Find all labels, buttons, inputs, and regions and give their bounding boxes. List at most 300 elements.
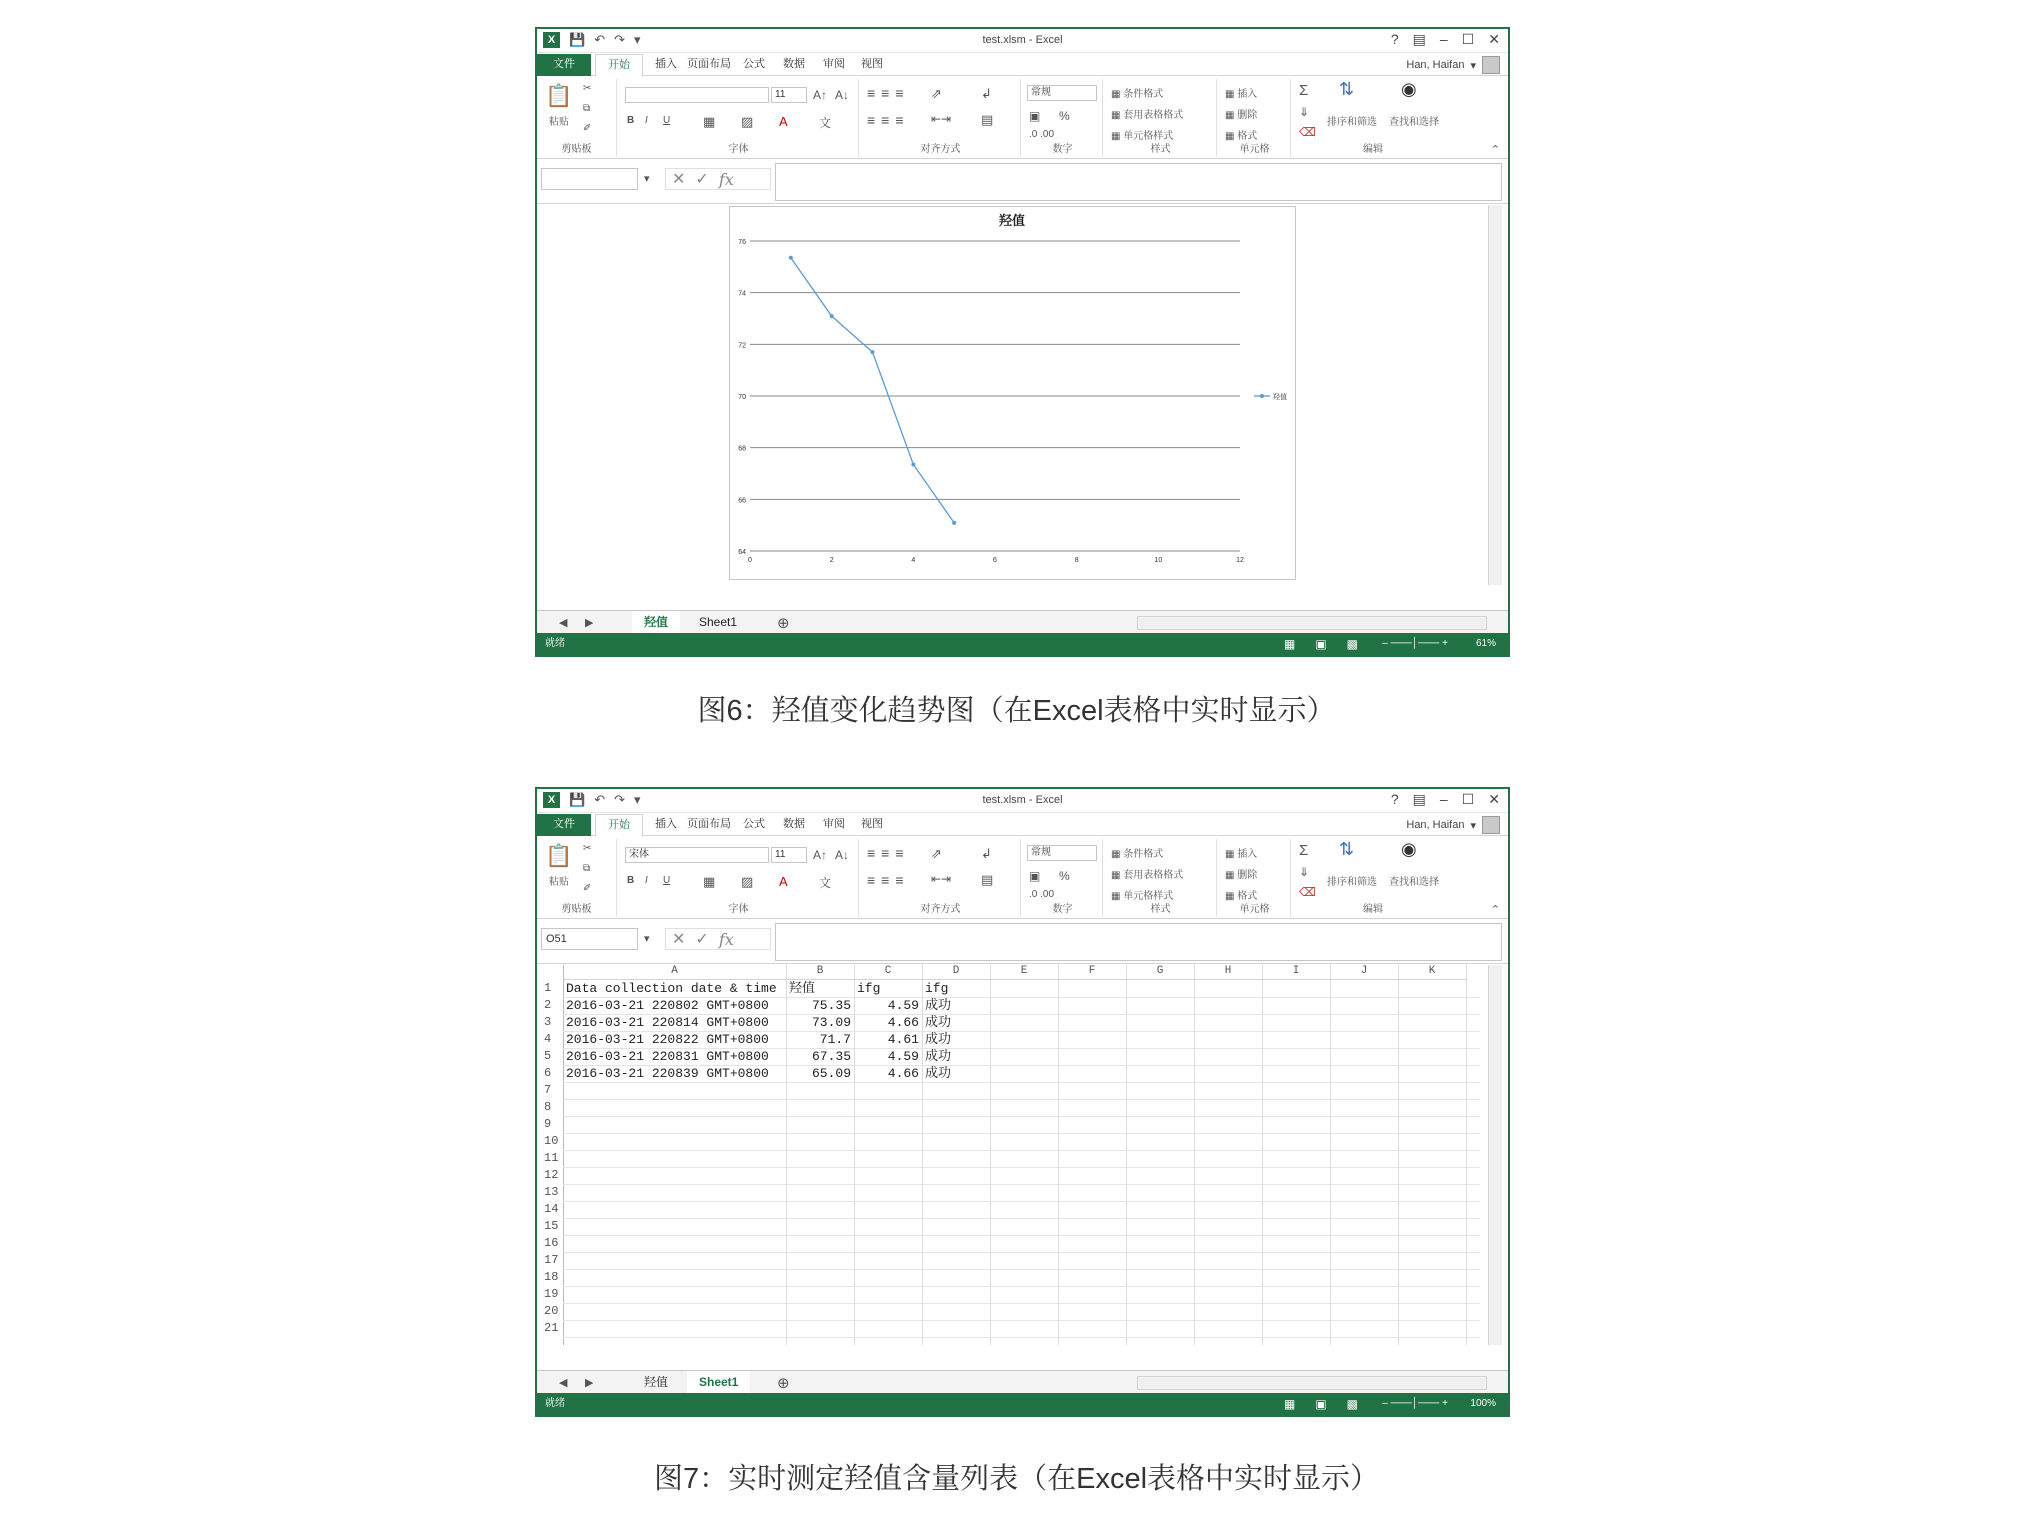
ribbon-tab-3[interactable]: 页面布局 — [687, 818, 731, 830]
ribbon-tab-5[interactable]: 数据 — [783, 58, 805, 70]
cell[interactable]: 成功 — [925, 1015, 952, 1030]
undo-icon[interactable]: ↶ — [594, 792, 606, 807]
enter-icon[interactable]: ✓ — [695, 931, 709, 948]
collapse-ribbon-icon[interactable]: ⌃ — [1490, 904, 1500, 916]
row-divider — [563, 1320, 1480, 1321]
help-button[interactable]: ? — [1390, 791, 1399, 807]
row-header[interactable]: 9 — [544, 1117, 552, 1131]
sheet-tabs-bar — [537, 1370, 1508, 1395]
conditional-format-icon: ▦ — [1111, 89, 1124, 100]
insert-button[interactable] — [1225, 85, 1257, 100]
column-header[interactable]: E — [990, 965, 1058, 980]
row-header[interactable]: 14 — [544, 1202, 559, 1216]
page-layout-view-icon[interactable]: ▣ — [1315, 637, 1327, 651]
row-divider — [563, 1252, 1480, 1253]
percent-button[interactable]: % — [1059, 109, 1070, 123]
editing-label: 编辑 — [1363, 144, 1383, 155]
insert-button[interactable] — [1225, 845, 1257, 860]
row-header-divider — [563, 965, 564, 1345]
column-divider — [922, 965, 923, 1345]
cell[interactable]: 成功 — [925, 1032, 952, 1047]
row-divider — [563, 1337, 1480, 1338]
data-point-2 — [871, 350, 875, 354]
percent-button[interactable]: % — [1059, 869, 1070, 883]
row-header[interactable]: 6 — [544, 1066, 552, 1080]
ribbon — [537, 77, 1508, 159]
column-divider — [1058, 965, 1059, 1345]
redo-icon[interactable]: ↷ — [614, 32, 625, 47]
font-name-combo[interactable]: 宋体 — [625, 847, 769, 863]
row-header[interactable]: 10 — [544, 1134, 559, 1148]
autosum-button[interactable]: Σ — [1299, 82, 1309, 99]
format-label: 格式 — [1237, 131, 1258, 142]
cell-style-icon: ▦ — [1111, 891, 1124, 902]
title-bar — [537, 789, 1508, 813]
copy-icon[interactable]: ⧉ — [583, 863, 591, 874]
fill-color-icon[interactable]: ▨ — [741, 114, 754, 129]
font-size-combo[interactable]: 11 — [771, 847, 807, 863]
new-sheet-icon[interactable]: ⊕ — [777, 1375, 790, 1392]
row-header[interactable]: 20 — [544, 1304, 559, 1318]
clipboard-label: 剪贴板 — [561, 904, 592, 915]
format-painter-icon[interactable]: ✐ — [583, 123, 592, 134]
cell[interactable]: 2016-03-21 220839 GMT+0800 — [566, 1066, 769, 1081]
row-header[interactable]: 1 — [544, 981, 552, 995]
cell[interactable]: Data collection date & time — [566, 981, 777, 996]
figure-caption-6: 图6：羟值变化趋势图（在Excel表格中实时显示） — [697, 695, 1336, 727]
normal-view-icon[interactable]: ▦ — [1283, 1397, 1296, 1411]
borders-icon[interactable]: ▦ — [703, 874, 716, 889]
account[interactable] — [1406, 56, 1500, 74]
conditional-format-icon: ▦ — [1111, 849, 1124, 860]
y-tick-label-5: 74 — [738, 290, 746, 298]
row-divider — [563, 1167, 1480, 1168]
page-layout-view-icon[interactable]: ▣ — [1315, 1397, 1327, 1411]
horizontal-align-icons[interactable]: ≡≡≡ — [867, 112, 910, 128]
increase-font-icon[interactable]: A↑ — [813, 848, 828, 862]
x-tick-label-6: 12 — [1236, 557, 1244, 564]
window-title: test.xlsm - Excel — [982, 794, 1063, 806]
cell[interactable]: ifg — [857, 981, 881, 996]
font-name-combo[interactable] — [625, 87, 769, 103]
figure-caption-7: 图7：实时测定羟值含量列表（在Excel表格中实时显示） — [653, 1463, 1380, 1495]
font-group — [619, 839, 859, 917]
format-icon: ▦ — [1225, 131, 1238, 142]
name-box-dropdown-icon[interactable]: ▾ — [644, 173, 650, 185]
wrap-text-icon[interactable]: ↲ — [981, 846, 992, 861]
sheet-nav-prev-icon[interactable]: ◀ — [559, 1377, 568, 1389]
sheet-area — [537, 965, 1508, 1349]
insert-function-button[interactable]: fx — [718, 929, 734, 949]
status-bar — [537, 1393, 1508, 1415]
table-format-button[interactable] — [1111, 866, 1183, 881]
cell[interactable]: 4.66 — [887, 1015, 919, 1030]
alignment-label: 对齐方式 — [920, 904, 961, 915]
user-name: Han, Haifan — [1406, 819, 1465, 831]
cell[interactable]: 2016-03-21 220822 GMT+0800 — [566, 1032, 769, 1047]
horizontal-align-icons[interactable]: ≡≡≡ — [867, 872, 910, 888]
editing-group — [1293, 79, 1453, 157]
cell-style-label: 单元格样式 — [1123, 891, 1174, 902]
minimize-icon[interactable]: – — [1439, 791, 1448, 807]
page-break-view-icon[interactable]: ▩ — [1346, 637, 1358, 651]
orientation-icon[interactable]: ⇗ — [931, 86, 942, 101]
page-break-view-icon[interactable]: ▩ — [1346, 1397, 1358, 1411]
table-format-label: 套用表格格式 — [1123, 110, 1184, 121]
column-divider — [1194, 965, 1195, 1345]
row-header[interactable]: 19 — [544, 1287, 559, 1301]
row-header[interactable]: 12 — [544, 1168, 559, 1182]
redo-icon[interactable]: ↷ — [614, 792, 625, 807]
decrease-font-icon[interactable]: A↓ — [835, 848, 850, 862]
cell[interactable]: 75.35 — [811, 998, 851, 1013]
sheet-nav-next-icon[interactable]: ▶ — [585, 1377, 594, 1389]
insert-label: 插入 — [1237, 89, 1258, 100]
cell[interactable]: 2016-03-21 220814 GMT+0800 — [566, 1015, 769, 1030]
vertical-align-icons[interactable]: ≡≡≡ — [867, 845, 910, 861]
alignment-label: 对齐方式 — [920, 144, 961, 155]
row-header[interactable]: 4 — [544, 1032, 552, 1046]
vertical-scrollbar[interactable] — [1488, 205, 1502, 585]
data-point-0 — [789, 256, 793, 260]
font-color-icon[interactable]: A — [779, 114, 788, 129]
alignment-group — [861, 79, 1021, 157]
clear-icon[interactable]: ⌫ — [1299, 125, 1316, 139]
customize-qat-icon[interactable]: ▾ — [634, 792, 641, 807]
cell[interactable]: 2016-03-21 220802 GMT+0800 — [566, 998, 769, 1013]
column-header[interactable]: H — [1194, 965, 1262, 980]
find-binoculars-icon[interactable]: ◉ — [1401, 839, 1417, 859]
name-box-dropdown-icon[interactable]: ▾ — [644, 933, 650, 945]
normal-view-icon[interactable]: ▦ — [1283, 637, 1296, 651]
column-header[interactable]: D — [922, 965, 990, 980]
row-divider — [563, 1116, 1480, 1117]
paste-icon[interactable]: 📋 — [545, 83, 573, 108]
paste-button[interactable]: 粘贴 — [549, 117, 569, 128]
ribbon-display-icon[interactable]: ▤ — [1412, 791, 1426, 807]
currency-icon[interactable]: ▣ — [1029, 869, 1041, 883]
conditional-format-button[interactable] — [1111, 845, 1163, 860]
font-group — [619, 79, 859, 157]
bold-button[interactable]: B — [627, 875, 635, 886]
insert-icon: ▦ — [1225, 89, 1238, 100]
fill-icon[interactable]: ⇓ — [1299, 105, 1310, 119]
autosum-button[interactable]: Σ — [1299, 842, 1309, 859]
sheet-nav-next-icon[interactable]: ▶ — [585, 617, 594, 629]
ribbon-tab-4[interactable]: 公式 — [743, 818, 765, 830]
ribbon-display-icon[interactable]: ▤ — [1412, 31, 1426, 47]
data-point-4 — [952, 521, 956, 525]
number-format-combo[interactable]: 常规 — [1027, 85, 1097, 101]
borders-icon[interactable]: ▦ — [703, 114, 716, 129]
undo-icon[interactable]: ↶ — [594, 32, 606, 47]
ribbon-tab-7[interactable]: 视图 — [861, 818, 883, 830]
decrease-font-icon[interactable]: A↓ — [835, 88, 850, 102]
row-header[interactable]: 7 — [544, 1083, 552, 1097]
ribbon-tabs — [537, 54, 1508, 76]
cell[interactable]: 2016-03-21 220831 GMT+0800 — [566, 1049, 769, 1064]
help-button[interactable]: ? — [1390, 31, 1399, 47]
zoom-level[interactable]: 100% — [1470, 1398, 1496, 1409]
row-header[interactable]: 3 — [544, 1015, 552, 1029]
row-divider — [563, 1099, 1480, 1100]
avatar[interactable] — [1482, 56, 1500, 74]
editing-label: 编辑 — [1363, 904, 1383, 915]
styles-label: 样式 — [1150, 144, 1171, 155]
format-label: 格式 — [1237, 891, 1258, 902]
ribbon — [537, 837, 1508, 919]
cell[interactable]: 4.66 — [887, 1066, 919, 1081]
merge-center-icon[interactable]: ▤ — [981, 872, 994, 887]
formula-bar — [537, 160, 1508, 204]
formula-input[interactable] — [775, 163, 1502, 201]
increase-font-icon[interactable]: A↑ — [813, 88, 828, 102]
number-group — [1023, 79, 1103, 157]
ribbon-tab-7[interactable]: 视图 — [861, 58, 883, 70]
table-format-button[interactable] — [1111, 106, 1183, 121]
bold-button[interactable]: B — [627, 115, 635, 126]
user-name: Han, Haifan — [1406, 59, 1465, 71]
horizontal-scrollbar[interactable] — [1137, 616, 1487, 630]
cell[interactable]: 4.59 — [887, 1049, 919, 1064]
save-icon[interactable]: 💾 — [569, 32, 586, 47]
italic-button[interactable]: I — [645, 115, 648, 126]
ribbon-tab-6[interactable]: 审阅 — [823, 818, 845, 830]
font-color-icon[interactable]: A — [779, 874, 788, 889]
zoom-slider[interactable]: – ───│─── + — [1382, 1398, 1448, 1409]
sheet-tabs-bar — [537, 610, 1508, 635]
column-header[interactable]: A — [563, 965, 786, 980]
ribbon-tab-0[interactable]: 文件 — [537, 814, 591, 836]
styles-group — [1105, 839, 1217, 917]
delete-button[interactable] — [1225, 106, 1257, 121]
ribbon-tab-6[interactable]: 审阅 — [823, 58, 845, 70]
underline-button[interactable]: U — [663, 115, 671, 126]
decimal-icons[interactable]: .0 .00 — [1029, 129, 1055, 140]
ribbon-tab-4[interactable]: 公式 — [743, 58, 765, 70]
ribbon-tab-1[interactable]: 开始 — [595, 54, 643, 77]
sheet-area — [537, 205, 1508, 589]
row-divider — [563, 1269, 1480, 1270]
cut-icon[interactable]: ✂ — [583, 843, 592, 854]
column-header[interactable]: I — [1262, 965, 1330, 980]
formula-bar — [537, 920, 1508, 964]
cell-style-icon: ▦ — [1111, 131, 1124, 142]
row-header[interactable]: 13 — [544, 1185, 559, 1199]
zoom-slider[interactable]: – ───│─── + — [1382, 638, 1448, 649]
cell[interactable]: 4.59 — [887, 998, 919, 1013]
ribbon-tab-3[interactable]: 页面布局 — [687, 58, 731, 70]
row-header[interactable]: 11 — [544, 1151, 559, 1165]
conditional-format-button[interactable] — [1111, 85, 1163, 100]
row-header[interactable]: 17 — [544, 1253, 559, 1267]
row-header[interactable]: 2 — [544, 998, 552, 1012]
sort-filter-icon[interactable]: ⇅ — [1339, 839, 1355, 859]
x-tick-label-0: 0 — [748, 557, 752, 564]
find-select-button[interactable]: 查找和选择 — [1389, 877, 1439, 888]
cell[interactable]: 67.35 — [811, 1049, 851, 1064]
formula-input[interactable] — [775, 923, 1502, 961]
excel-logo-icon: X — [543, 32, 560, 48]
column-header[interactable]: K — [1398, 965, 1466, 980]
new-sheet-icon[interactable]: ⊕ — [777, 615, 790, 632]
table-format-label: 套用表格格式 — [1123, 870, 1184, 881]
conditional-format-label: 条件格式 — [1123, 849, 1164, 860]
ribbon-tab-2[interactable]: 插入 — [655, 818, 677, 830]
status-ready: 就绪 — [545, 1398, 565, 1409]
row-divider — [563, 1286, 1480, 1287]
row-header[interactable]: 8 — [544, 1100, 552, 1114]
row-divider — [563, 1303, 1480, 1304]
format-painter-icon[interactable]: ✐ — [583, 883, 592, 894]
ribbon-tab-2[interactable]: 插入 — [655, 58, 677, 70]
data-point-1 — [830, 314, 834, 318]
zoom-level[interactable]: 61% — [1475, 638, 1496, 649]
cell[interactable]: 71.7 — [819, 1032, 851, 1047]
decimal-icons[interactable]: .0 .00 — [1029, 889, 1055, 900]
maximize-icon[interactable]: ☐ — [1461, 31, 1475, 47]
cell[interactable]: 成功 — [925, 998, 952, 1013]
excel-logo-icon: X — [543, 792, 560, 808]
view-buttons — [1284, 1393, 1358, 1415]
chart-area[interactable] — [729, 206, 1296, 580]
sheet-tab-1[interactable]: 羟值 — [632, 611, 680, 635]
ribbon-tab-5[interactable]: 数据 — [783, 818, 805, 830]
sort-filter-button[interactable]: 排序和筛选 — [1327, 877, 1377, 888]
column-header[interactable]: G — [1126, 965, 1194, 980]
font-size-combo[interactable]: 11 — [771, 87, 807, 103]
number-label: 数字 — [1052, 144, 1073, 155]
maximize-icon[interactable]: ☐ — [1461, 791, 1475, 807]
y-tick-label-4: 72 — [738, 342, 746, 350]
sheet-tab-2[interactable]: Sheet1 — [687, 1371, 750, 1395]
cell[interactable]: 成功 — [925, 1066, 952, 1081]
wrap-text-icon[interactable]: ↲ — [981, 86, 992, 101]
clipboard-label: 剪贴板 — [561, 144, 592, 155]
cell[interactable]: 73.09 — [811, 1015, 851, 1030]
sort-filter-button[interactable]: 排序和筛选 — [1327, 117, 1377, 128]
chart-title: 羟值 — [998, 213, 1026, 228]
minimize-icon[interactable]: – — [1439, 31, 1448, 47]
phonetic-icon[interactable]: 文 — [819, 116, 832, 130]
orientation-icon[interactable]: ⇗ — [931, 846, 942, 861]
fill-color-icon[interactable]: ▨ — [741, 874, 754, 889]
close-icon[interactable]: ✕ — [1488, 31, 1500, 47]
vertical-scrollbar[interactable] — [1488, 965, 1502, 1345]
cells-label: 单元格 — [1239, 904, 1270, 915]
cell[interactable]: ifg — [925, 981, 949, 996]
column-header[interactable]: C — [854, 965, 922, 980]
row-header[interactable]: 21 — [544, 1321, 559, 1335]
save-icon[interactable]: 💾 — [569, 792, 586, 807]
avatar[interactable] — [1482, 816, 1500, 834]
row-header[interactable]: 18 — [544, 1270, 559, 1284]
excel-window-table — [535, 787, 1510, 1417]
column-divider — [1398, 965, 1399, 1345]
cells-group — [1219, 79, 1291, 157]
sheet-nav-prev-icon[interactable]: ◀ — [559, 617, 568, 629]
cell[interactable]: 65.09 — [811, 1066, 851, 1081]
collapse-ribbon-icon[interactable]: ⌃ — [1490, 144, 1500, 156]
data-point-3 — [911, 462, 915, 466]
sheet-tab-2[interactable]: Sheet1 — [699, 615, 738, 629]
y-tick-label-1: 66 — [738, 497, 746, 505]
currency-icon[interactable]: ▣ — [1029, 109, 1041, 123]
conditional-format-label: 条件格式 — [1123, 89, 1164, 100]
name-box[interactable] — [541, 168, 638, 190]
cell[interactable]: 成功 — [925, 1049, 952, 1064]
clear-icon[interactable]: ⌫ — [1299, 885, 1316, 899]
italic-button[interactable]: I — [645, 875, 648, 886]
ribbon-tab-1[interactable]: 开始 — [595, 814, 643, 837]
row-divider — [563, 1235, 1480, 1236]
delete-button[interactable] — [1225, 866, 1257, 881]
fill-icon[interactable]: ⇓ — [1299, 865, 1310, 879]
insert-function-button[interactable]: fx — [718, 169, 734, 189]
sort-filter-icon[interactable]: ⇅ — [1339, 79, 1355, 99]
indent-icons[interactable]: ⇤⇥ — [931, 872, 952, 886]
row-divider — [563, 1184, 1480, 1185]
x-tick-label-4: 8 — [1074, 557, 1079, 564]
column-header[interactable]: B — [786, 965, 854, 980]
font-label: 字体 — [728, 904, 749, 915]
cut-icon[interactable]: ✂ — [583, 83, 592, 94]
cancel-icon[interactable]: ✕ — [672, 931, 686, 948]
phonetic-icon[interactable]: 文 — [819, 876, 832, 890]
row-header[interactable]: 16 — [544, 1236, 559, 1250]
horizontal-scrollbar[interactable] — [1137, 1376, 1487, 1390]
legend-marker — [1260, 394, 1264, 398]
vertical-align-icons[interactable]: ≡≡≡ — [867, 85, 910, 101]
indent-icons[interactable]: ⇤⇥ — [931, 112, 952, 126]
paste-button[interactable]: 粘贴 — [549, 877, 569, 888]
column-header[interactable]: J — [1330, 965, 1398, 980]
cell[interactable]: 4.61 — [887, 1032, 919, 1047]
status-ready: 就绪 — [545, 638, 565, 649]
insert-label: 插入 — [1237, 849, 1258, 860]
underline-button[interactable]: U — [663, 875, 671, 886]
column-divider — [1330, 965, 1331, 1345]
column-divider — [1126, 965, 1127, 1345]
find-binoculars-icon[interactable]: ◉ — [1401, 79, 1417, 99]
x-tick-label-2: 4 — [911, 557, 916, 564]
customize-qat-icon[interactable]: ▾ — [634, 32, 641, 47]
close-icon[interactable]: ✕ — [1488, 791, 1500, 807]
paste-icon[interactable]: 📋 — [545, 843, 573, 868]
ribbon-tab-0[interactable]: 文件 — [537, 54, 591, 76]
row-header[interactable]: 5 — [544, 1049, 552, 1063]
chevron-down-icon: ▾ — [1470, 819, 1476, 832]
name-box[interactable]: O51 — [541, 928, 638, 950]
sheet-tab-1[interactable]: 羟值 — [644, 1375, 669, 1389]
styles-label: 样式 — [1150, 904, 1171, 915]
account[interactable] — [1406, 816, 1500, 834]
clipboard-group — [537, 839, 617, 917]
row-divider — [563, 1201, 1480, 1202]
copy-icon[interactable]: ⧉ — [583, 103, 591, 114]
column-header[interactable]: F — [1058, 965, 1126, 980]
x-tick-label-1: 2 — [829, 557, 834, 564]
find-select-button[interactable]: 查找和选择 — [1389, 117, 1439, 128]
cell-grid[interactable] — [541, 965, 1480, 1345]
merge-center-icon[interactable]: ▤ — [981, 112, 994, 127]
x-tick-label-3: 6 — [993, 557, 997, 564]
number-format-combo[interactable]: 常规 — [1027, 845, 1097, 861]
cell[interactable]: 羟值 — [789, 981, 816, 996]
row-header[interactable]: 15 — [544, 1219, 559, 1233]
cancel-icon[interactable]: ✕ — [672, 171, 686, 188]
enter-icon[interactable]: ✓ — [695, 171, 709, 188]
